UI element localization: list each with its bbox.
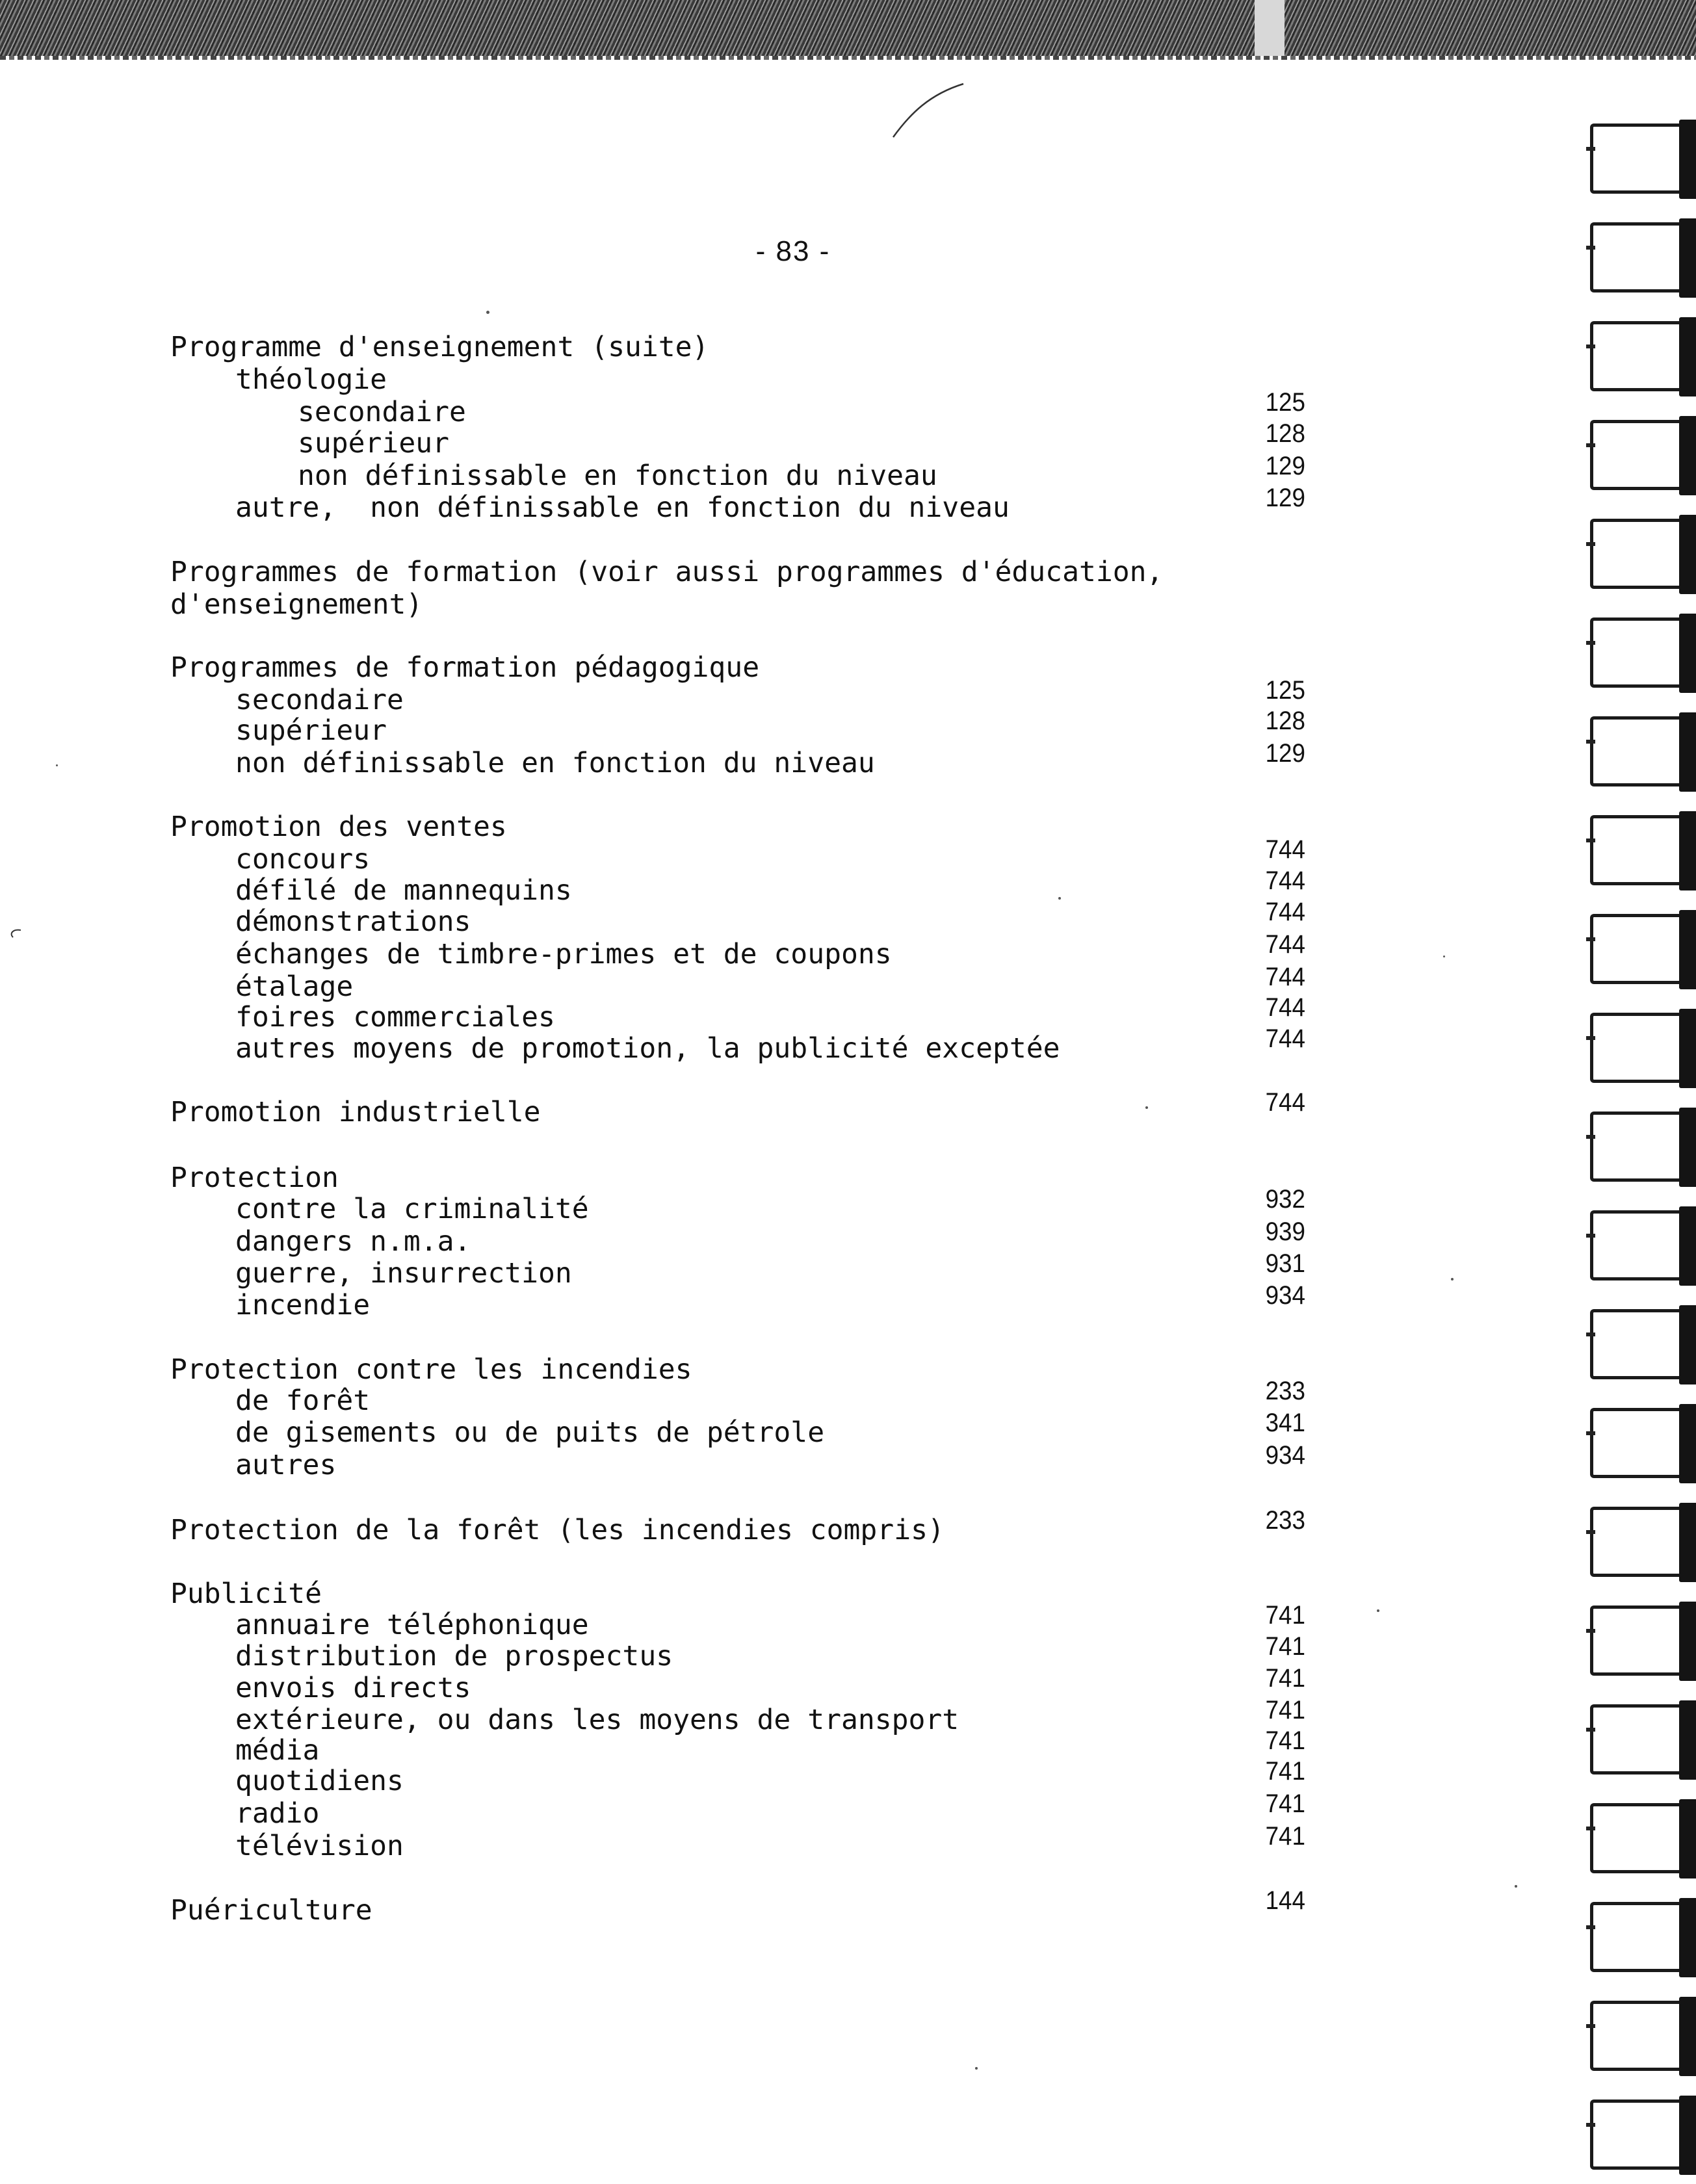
ring-tick — [1586, 2123, 1595, 2127]
ring-tick — [1586, 641, 1595, 645]
ring-bar — [1679, 910, 1696, 989]
ring-outline — [1590, 2001, 1681, 2071]
ring-bar — [1679, 317, 1696, 396]
index-heading: Programmes de formation pédagogique — [170, 651, 760, 684]
ring-tick — [1586, 542, 1595, 546]
scan-speck — [1515, 1885, 1517, 1888]
ring-tick — [1586, 1332, 1595, 1336]
ring-tick — [1586, 2024, 1595, 2028]
index-subentry: radio — [235, 1797, 320, 1830]
ring-tick — [1586, 246, 1595, 250]
index-code: 341 — [1265, 1409, 1305, 1437]
scan-speck — [486, 311, 489, 314]
ring-tick — [1586, 1728, 1595, 1732]
ring-outline — [1590, 321, 1681, 391]
ring-outline — [1590, 716, 1681, 786]
index-subentry: autres moyens de promotion, la publicité exceptée — [235, 1032, 1060, 1065]
ring-outline — [1590, 420, 1681, 490]
index-code: 741 — [1265, 1757, 1305, 1786]
index-subentry: défilé de mannequins — [235, 874, 572, 907]
ring-bar — [1679, 1799, 1696, 1878]
index-subentry: extérieure, ou dans les moyens de transport — [235, 1704, 959, 1736]
index-code: 744 — [1265, 930, 1305, 959]
binding-ring — [1586, 1395, 1696, 1492]
index-heading: Promotion des ventes — [170, 811, 507, 843]
ring-outline — [1590, 1902, 1681, 1972]
index-code: 744 — [1265, 963, 1305, 991]
scan-speck — [1443, 956, 1445, 957]
index-code: 741 — [1265, 1632, 1305, 1661]
ring-outline — [1590, 519, 1681, 589]
index-code: 129 — [1265, 484, 1305, 512]
index-code: 931 — [1265, 1249, 1305, 1278]
binding-ring — [1586, 1098, 1696, 1196]
binding-ring — [1586, 802, 1696, 900]
ring-tick — [1586, 443, 1595, 447]
index-subentry: autre, non définissable en fonction du niveau — [235, 491, 1010, 524]
ring-bar — [1679, 1108, 1696, 1187]
ring-tick — [1586, 147, 1595, 151]
index-subentry: de forêt — [235, 1384, 371, 1417]
index-subentry: échanges de timbre-primes et de coupons — [235, 938, 892, 970]
index-heading: Programme d'enseignement (suite) — [170, 331, 709, 363]
index-subentry: annuaire téléphonique — [235, 1609, 589, 1641]
scan-speck — [1377, 1609, 1379, 1612]
index-subentry: quotidiens — [235, 1765, 404, 1797]
scan-speck — [56, 764, 58, 766]
index-subentry: de gisements ou de puits de pétrole — [235, 1416, 825, 1449]
ring-outline — [1590, 1112, 1681, 1182]
index-code: 741 — [1265, 1789, 1305, 1818]
index-code: 932 — [1265, 1185, 1305, 1214]
ring-bar — [1679, 120, 1696, 199]
ring-tick — [1586, 1036, 1595, 1040]
ring-bar — [1679, 1305, 1696, 1384]
ring-bar — [1679, 1602, 1696, 1681]
pen-stroke-mark — [891, 81, 965, 140]
index-subentry: étalage — [235, 970, 354, 1003]
index-code: 934 — [1265, 1441, 1305, 1470]
binding-ring — [1586, 407, 1696, 504]
scan-speck — [975, 2067, 978, 2070]
index-code: 128 — [1265, 707, 1305, 735]
index-heading: Programmes de formation (voir aussi programmes d'éducation, — [170, 556, 1164, 588]
ring-tick — [1586, 1925, 1595, 1929]
ring-bar — [1679, 1404, 1696, 1483]
binding-ring — [1586, 2086, 1696, 2184]
ring-bar — [1679, 515, 1696, 594]
index-subentry: non définissable en fonction du niveau — [235, 747, 875, 779]
index-code: 129 — [1265, 452, 1305, 480]
index-subentry: distribution de prospectus — [235, 1640, 673, 1672]
ring-tick — [1586, 1135, 1595, 1139]
scan-top-edge — [0, 0, 1696, 57]
index-subentry: supérieur — [235, 714, 387, 747]
index-subentry: théologie — [235, 363, 387, 396]
binding-ring — [1586, 1000, 1696, 1097]
scan-edge-block — [1255, 0, 1285, 57]
ring-bar — [1679, 1898, 1696, 1977]
binding-ring — [1586, 1592, 1696, 1690]
index-code: 744 — [1265, 993, 1305, 1022]
index-subentry: contre la criminalité — [235, 1193, 589, 1225]
ring-outline — [1590, 1210, 1681, 1280]
index-code: 744 — [1265, 898, 1305, 926]
index-subentry: autres — [235, 1449, 337, 1481]
index-subentry: non définissable en fonction du niveau — [298, 460, 937, 492]
index-subentry: média — [235, 1734, 320, 1767]
index-code: 741 — [1265, 1601, 1305, 1630]
ring-outline — [1590, 222, 1681, 292]
index-code: 934 — [1265, 1281, 1305, 1310]
index-heading: Puériculture — [170, 1894, 372, 1927]
ring-tick — [1586, 1530, 1595, 1534]
binding-ring — [1586, 1197, 1696, 1295]
index-code: 125 — [1265, 676, 1305, 705]
binding-ring — [1586, 1889, 1696, 1986]
index-code: 744 — [1265, 835, 1305, 864]
index-code: 744 — [1265, 866, 1305, 895]
index-heading: Protection de la forêt (les incendies compris) — [170, 1514, 945, 1546]
ring-outline — [1590, 1704, 1681, 1774]
index-heading: d'enseignement) — [170, 588, 423, 621]
index-code: 939 — [1265, 1217, 1305, 1246]
ring-tick — [1586, 344, 1595, 348]
index-code: 144 — [1265, 1886, 1305, 1915]
ring-bar — [1679, 1997, 1696, 2076]
index-subentry: démonstrations — [235, 905, 471, 938]
ring-outline — [1590, 2100, 1681, 2170]
ring-tick — [1586, 1431, 1595, 1435]
index-code: 233 — [1265, 1377, 1305, 1405]
ring-tick — [1586, 1234, 1595, 1238]
ring-outline — [1590, 1606, 1681, 1676]
binding-ring — [1586, 703, 1696, 801]
index-code: 128 — [1265, 419, 1305, 448]
index-subentry: dangers n.m.a. — [235, 1225, 471, 1258]
index-subentry: foires commerciales — [235, 1001, 555, 1034]
index-subentry: secondaire — [235, 684, 404, 716]
index-code: 741 — [1265, 1696, 1305, 1724]
margin-mark — [8, 928, 22, 939]
binding-ring — [1586, 110, 1696, 208]
binding-ring — [1586, 1988, 1696, 2085]
binding-ring — [1586, 506, 1696, 603]
ring-bar — [1679, 712, 1696, 792]
page-number: - 83 - — [755, 235, 831, 267]
ring-outline — [1590, 1507, 1681, 1577]
ring-bar — [1679, 1206, 1696, 1286]
ring-bar — [1679, 1009, 1696, 1088]
binding-ring — [1586, 901, 1696, 998]
ring-outline — [1590, 124, 1681, 194]
ring-tick — [1586, 937, 1595, 941]
ring-outline — [1590, 1408, 1681, 1478]
ring-outline — [1590, 1013, 1681, 1083]
binding-ring — [1586, 1296, 1696, 1394]
index-code: 741 — [1265, 1726, 1305, 1755]
ring-tick — [1586, 838, 1595, 842]
ring-outline — [1590, 815, 1681, 885]
ring-bar — [1679, 614, 1696, 693]
index-code: 741 — [1265, 1664, 1305, 1693]
index-code: 744 — [1265, 1024, 1305, 1053]
index-subentry: incendie — [235, 1289, 371, 1321]
ring-bar — [1679, 416, 1696, 495]
index-code: 233 — [1265, 1506, 1305, 1535]
index-subentry: envois directs — [235, 1672, 471, 1704]
index-code: 744 — [1265, 1088, 1305, 1117]
scan-speck — [1058, 897, 1061, 900]
ring-bar — [1679, 1503, 1696, 1582]
index-code: 129 — [1265, 739, 1305, 768]
ring-outline — [1590, 1309, 1681, 1379]
binding-ring — [1586, 308, 1696, 406]
index-subentry: concours — [235, 843, 371, 876]
ring-bar — [1679, 218, 1696, 298]
index-subentry: supérieur — [298, 427, 449, 460]
ring-bar — [1679, 1700, 1696, 1780]
binding-ring — [1586, 1494, 1696, 1591]
spiral-binding — [1586, 65, 1696, 2172]
index-code: 125 — [1265, 388, 1305, 417]
index-subentry: secondaire — [298, 396, 466, 428]
binding-ring — [1586, 1790, 1696, 1888]
ring-outline — [1590, 914, 1681, 984]
index-subentry: guerre, insurrection — [235, 1257, 572, 1290]
scan-speck — [1451, 1278, 1454, 1280]
index-heading: Protection — [170, 1162, 339, 1194]
ring-tick — [1586, 740, 1595, 744]
binding-ring — [1586, 1691, 1696, 1789]
binding-ring — [1586, 209, 1696, 307]
ring-outline — [1590, 1803, 1681, 1873]
index-heading: Protection contre les incendies — [170, 1353, 692, 1386]
ring-outline — [1590, 618, 1681, 688]
ring-bar — [1679, 811, 1696, 890]
index-heading: Publicité — [170, 1578, 322, 1610]
ring-tick — [1586, 1629, 1595, 1633]
index-code: 741 — [1265, 1822, 1305, 1851]
binding-ring — [1586, 604, 1696, 702]
ring-bar — [1679, 2096, 1696, 2175]
index-heading: Promotion industrielle — [170, 1096, 541, 1128]
scan-speck — [1145, 1106, 1148, 1109]
index-subentry: télévision — [235, 1830, 404, 1862]
ring-tick — [1586, 1826, 1595, 1830]
